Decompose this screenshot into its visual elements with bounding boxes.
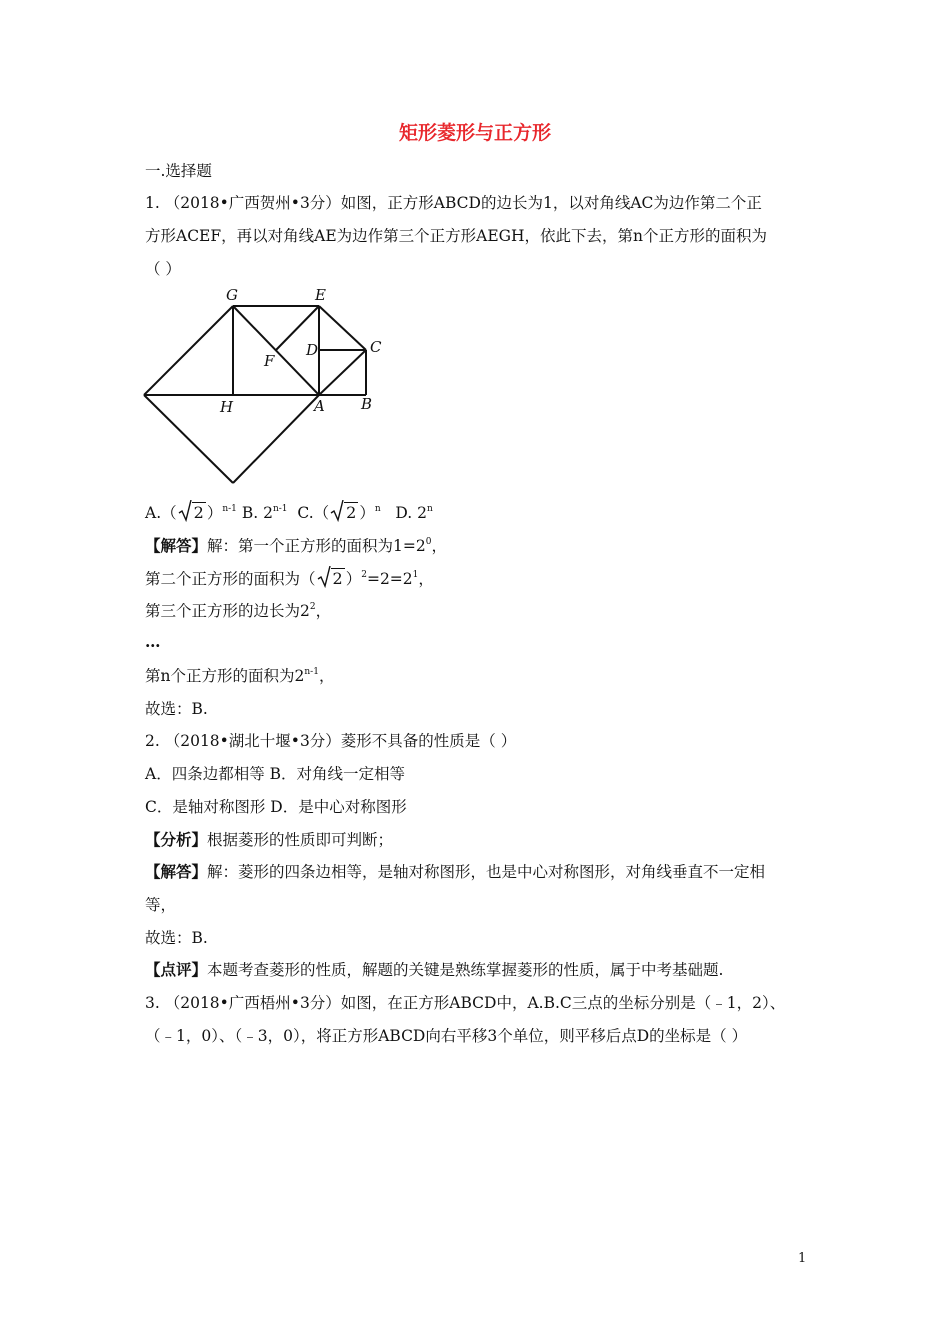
label-c: C bbox=[370, 338, 382, 356]
page-number: 1 bbox=[798, 1251, 807, 1266]
label-h: H bbox=[220, 398, 234, 416]
label-d: D bbox=[306, 341, 319, 359]
label-b: B bbox=[361, 395, 373, 413]
q1-answer-line1: 【解答】解：第一个正方形的面积为$1=2^0$， bbox=[145, 536, 447, 555]
q1-answer-line3: 第三个正方形的边长为$2^2$， bbox=[145, 602, 332, 620]
q1-choice: 故选：B. bbox=[145, 700, 208, 718]
q1-stem-line1: 1. （2018•广西贺州•3分）如图，正方形ABCD的边长为1，以对角线AC为边作第二个正 bbox=[145, 194, 762, 212]
q1-stem-line2: 方形ACEF，再以对角线AE为边作第三个正方形AEGH，依此下去，第n个正方形的面积为 bbox=[145, 227, 768, 245]
q1-ellipsis: … bbox=[145, 632, 161, 651]
q1-answer-line5: 第n个正方形的面积为2$^{n-1}$， bbox=[145, 667, 335, 685]
edge-bottom-a bbox=[233, 395, 319, 483]
q3-stem-line1: 3. （2018•广西梧州•3分）如图，在正方形ABCD中，A.B.C三点的坐标分别是（﹣1，2）、 bbox=[145, 994, 786, 1012]
q2-answer-cont: 等， bbox=[145, 896, 177, 914]
label-f: F bbox=[264, 352, 275, 370]
diag-c-a bbox=[319, 350, 366, 395]
q2-stem: 2. （2018•湖北十堰•3分）菱形不具备的性质是（ ） bbox=[145, 732, 517, 750]
q1-stem-line3: （ ） bbox=[145, 260, 181, 278]
q2-answer: 【解答】解：菱形的四条边相等，是轴对称图形，也是中心对称图形，对角线垂直不一定相 bbox=[145, 862, 766, 881]
q3-stem-line2: （﹣1，0）、（﹣3，0），将正方形ABCD向右平移3个单位，则平移后点D的坐标是（ ） bbox=[145, 1027, 748, 1045]
q2-comment: 【点评】本题考查菱形的性质，解题的关键是熟练掌握菱形的性质，属于中考基础题. bbox=[145, 960, 724, 979]
q2-options-cd: C．是轴对称图形 D．是中心对称图形 bbox=[145, 798, 407, 816]
q2-analysis: 【分析】根据菱形的性质即可判断； bbox=[145, 830, 394, 849]
label-a: A bbox=[314, 397, 325, 415]
label-g: G bbox=[226, 286, 238, 304]
section-heading: 一.选择题 bbox=[145, 162, 212, 180]
q2-choice: 故选：B. bbox=[145, 929, 208, 947]
q2-options-ab: A．四条边都相等 B．对角线一定相等 bbox=[145, 765, 406, 783]
q1-options: A.（ 2 ）$^{n-1}$ B. 2$^{n-1}$ C.（ 2 ）$^n$ D. 2$^n$ bbox=[145, 503, 433, 523]
label-e: E bbox=[315, 286, 326, 304]
edge-x-g bbox=[144, 306, 233, 395]
q1-answer-line2: 第二个正方形的面积为（ 2 ）$^2=2=2^1$， bbox=[145, 569, 434, 589]
page-title: 矩形菱形与正方形 bbox=[398, 122, 551, 144]
edge-e-c bbox=[319, 306, 366, 350]
q1-square-figure bbox=[140, 284, 400, 494]
